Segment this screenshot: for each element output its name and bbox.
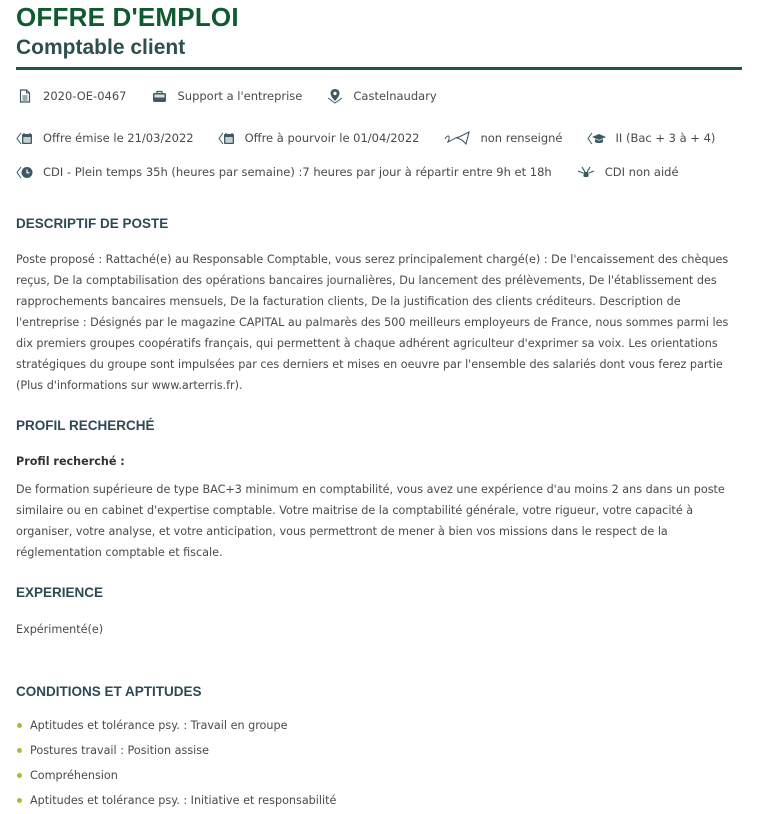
meta-row-dates (16, 130, 715, 146)
section-title-descriptif: DESCRIPTIF DE POSTE (16, 216, 169, 231)
reference-number: 2020-OE-0467 (43, 89, 127, 103)
title-divider (16, 67, 742, 70)
location-text: Castelnaudary (353, 89, 437, 103)
start-date-text: Offre à pourvoir le 01/04/2022 (244, 131, 420, 145)
job-title: Comptable client (16, 36, 186, 59)
bullet-icon (17, 723, 22, 728)
handshake-icon (576, 164, 596, 180)
section-title-profil: PROFIL RECHERCHÉ (16, 418, 155, 433)
meta-row-reference (16, 88, 437, 104)
qualification-text: II (Bac + 3 à + 4) (615, 131, 716, 145)
conditions-list (16, 713, 336, 813)
profil-subtitle: Profil recherché : (16, 455, 125, 468)
meta-start-date (218, 130, 420, 146)
meta-salary (443, 130, 562, 146)
experience-body: Expérimenté(e) (16, 623, 104, 636)
meta-contract-aid (576, 164, 679, 180)
section-title-conditions: CONDITIONS ET APTITUDES (16, 684, 202, 699)
meta-row-contract (16, 164, 679, 180)
graduation-cap-icon (587, 130, 607, 146)
calendar-icon (16, 130, 34, 146)
contract-aid-text: CDI non aidé (604, 165, 679, 179)
bullet-icon (17, 798, 22, 803)
meta-location (326, 88, 436, 104)
bullet-icon (17, 773, 22, 778)
profil-body: De formation supérieure de type BAC+3 minimum en comptabilité, vous avez une expérience d'au moins 2 ans dans un poste similaire ou en cabinet d'expertise comptable. Votre maitrise de la comptabilité générale, votre rigueur, votre capacité à organiser, votre analyse, et votre anticipation, vous permettront de mener à bien vos missions dans le respect de la réglementation comptable et fiscale. (16, 483, 725, 559)
salary-text: non renseigné (480, 131, 563, 145)
descriptif-body: Poste proposé : Rattaché(e) au Responsable Comptable, vous serez principalement chargé(e) : De l'encaissement des chèques reçus, De la comptabilisation des opérations bancaires journalières, Du lancement des prélèvements, De l'établissement des rapprochements bancaires mensuels, De la facturation clients, De la justification des clients créditeurs. Description de l'entreprise : Désignés par le magazine CAPITAL au palmarès des 500 meilleurs employeurs de France, nous sommes parmi les dix premiers groupes coopératifs français, qui permettent à chaque adhérent agriculteur d'exprimer sa voix. Les orientations stratégiques du groupe sont impulsées par ces derniers et mises en oeuvre par l'ensemble des salariés dont vous ferez partie (Plus d'informations sur www.arterris.fr). (16, 253, 729, 392)
list-item: Postures travail : Position assise (16, 738, 336, 763)
contract-text: CDI - Plein temps 35h (heures par semaine) :7 heures par jour à répartir entre 9h et 18h (43, 165, 552, 179)
sector-text: Support a l'entreprise (177, 89, 303, 103)
briefcase-icon (150, 88, 168, 104)
meta-contract (16, 164, 552, 180)
meta-qualification (587, 130, 716, 146)
map-pin-icon (326, 88, 344, 104)
bullet-icon (17, 748, 22, 753)
list-item: Compréhension (16, 763, 336, 788)
offer-label: OFFRE D'EMPLOI (16, 2, 239, 32)
list-item: Aptitudes et tolérance psy. : Travail en groupe (16, 713, 336, 738)
issue-date-text: Offre émise le 21/03/2022 (43, 131, 194, 145)
list-item: Aptitudes et tolérance psy. : Initiative et responsabilité (16, 788, 336, 813)
meta-sector (150, 88, 302, 104)
document-icon (16, 88, 34, 104)
paper-plane-icon (443, 130, 471, 146)
meta-issue-date (16, 130, 194, 146)
clock-icon (16, 164, 34, 180)
meta-reference (16, 88, 126, 104)
calendar-icon (218, 130, 236, 146)
section-title-experience: EXPERIENCE (16, 585, 104, 600)
